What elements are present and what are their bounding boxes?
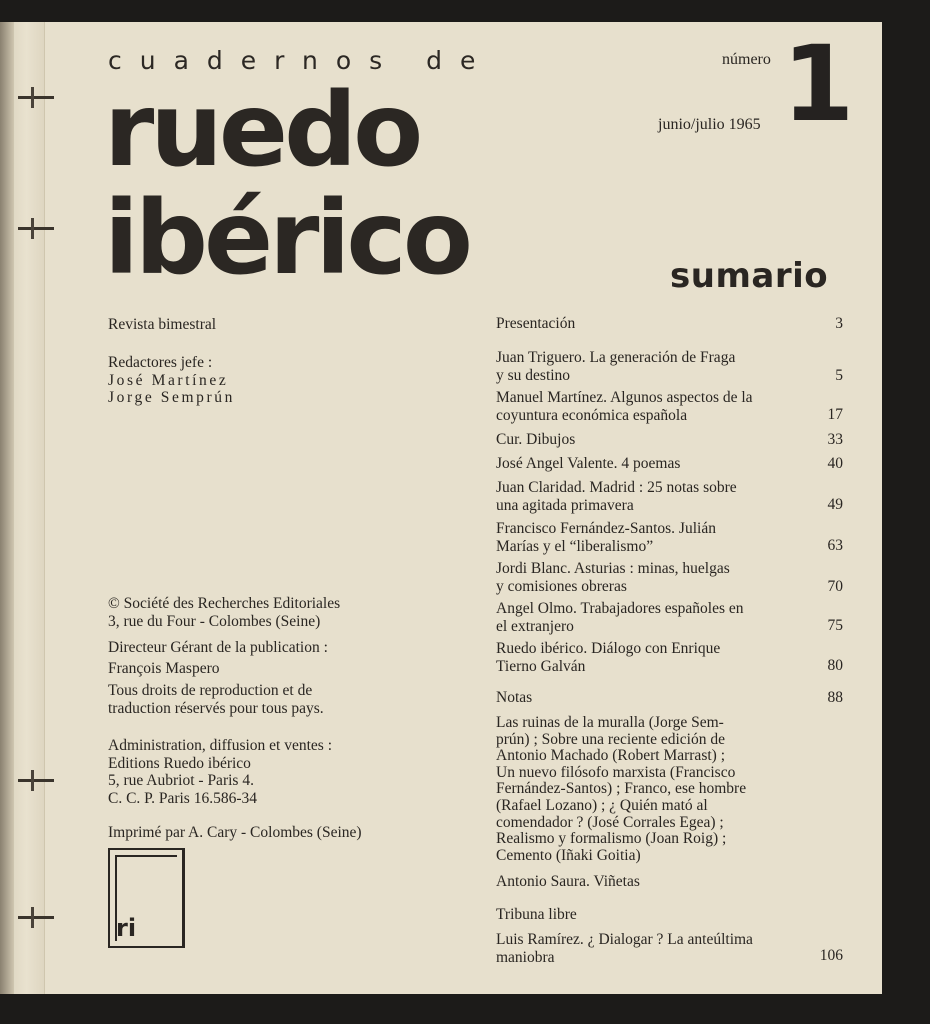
toc-entry: Juan Claridad. Madrid : 25 notas sobre una agitada primavera: [496, 479, 737, 514]
copyright-address: 3, rue du Four - Colombes (Seine): [108, 612, 321, 630]
toc-entry: Cur. Dibujos: [496, 431, 576, 448]
staple: [18, 779, 54, 782]
logo-text: ri: [116, 914, 137, 942]
toc-entry: Antonio Saura. Viñetas: [496, 873, 640, 890]
admin-line: 5, rue Aubriot - Paris 4.: [108, 772, 254, 789]
toc-entry: José Angel Valente. 4 poemas: [496, 455, 681, 472]
toc-page-number: 40: [827, 455, 843, 472]
toc-entry: Ruedo ibérico. Diálogo con Enrique Tierno Galván: [496, 640, 721, 675]
issue-date: junio/julio 1965: [658, 116, 761, 133]
admin-line: Editions Ruedo ibérico: [108, 754, 251, 772]
editors-block: [108, 354, 235, 407]
toc-entry: Manuel Martínez. Algunos aspectos de la coyuntura económica española: [496, 389, 753, 424]
toc-entry: Francisco Fernández-Santos. Julián Marías y el “liberalismo”: [496, 520, 716, 555]
toc-entry: Luis Ramírez. ¿ Dialogar ? La anteúltima maniobra: [496, 931, 753, 966]
toc-page-number: 70: [827, 578, 843, 595]
rights-line: Tous droits de reproduction et de: [108, 682, 313, 699]
staple: [18, 96, 54, 99]
rights-line: traduction réservés pour tous pays.: [108, 699, 324, 717]
toc-page-number: 63: [827, 537, 843, 554]
director-label: Directeur Gérant de la publication :: [108, 639, 328, 656]
issue-number: 1: [782, 23, 855, 145]
title-ruedo: ruedo: [104, 71, 420, 190]
spine-shadow: [0, 22, 14, 994]
publisher-logo: [108, 848, 185, 948]
toc-entry: Presentación: [496, 315, 576, 332]
series-name: cuadernos de: [108, 46, 494, 75]
toc-entry: Juan Triguero. La generación de Fraga y su destino: [496, 349, 736, 384]
toc-notes-entry: Las ruinas de la muralla (Jorge Sem- prún) ; Sobre una reciente edición de Antonio Machado (Robert Marrast) ; Un nuevo filósofo marxista (Francisco Fernández-Santos) ; Franco, ese hombre (Rafael Lozano) ; ¿ Quién mató al comendador ? (José Corrales Egea) ; Realismo y formalismo (Joan Roig) ; Cemento (Iñaki Goitia): [496, 714, 747, 864]
editor-name: Jorge Semprún: [108, 389, 235, 406]
toc-page-number: 49: [827, 496, 843, 513]
toc-page-number: 88: [827, 689, 843, 706]
director-name: François Maspero: [108, 659, 220, 677]
toc-entry: Jordi Blanc. Asturias : minas, huelgas y comisiones obreras: [496, 560, 730, 595]
toc-page-number: 3: [835, 315, 843, 332]
admin-line: C. C. P. Paris 16.586-34: [108, 789, 257, 807]
administration-block: [108, 737, 332, 807]
staple: [18, 227, 54, 230]
issue-number-label: número: [722, 51, 771, 68]
editor-name: José Martínez: [108, 371, 229, 389]
copyright-line: © Société des Recherches Editoriales: [108, 595, 341, 612]
editors-label: Redactores jefe :: [108, 354, 213, 371]
toc-entry: Tribuna libre: [496, 906, 577, 923]
director-block: [108, 639, 328, 677]
toc-page-number: 33: [827, 431, 843, 448]
printer-line: Imprimé par A. Cary - Colombes (Seine): [108, 824, 362, 841]
toc-page-number: 17: [827, 406, 843, 423]
periodicity: Revista bimestral: [108, 316, 217, 333]
toc-page-number: 80: [827, 657, 843, 674]
staple: [18, 916, 54, 919]
admin-line: Administration, diffusion et ventes :: [108, 737, 333, 754]
toc-entry: Notas: [496, 689, 533, 706]
rights-block: [108, 682, 324, 717]
toc-page-number: 5: [835, 367, 843, 384]
copyright-block: [108, 595, 340, 630]
toc-page-number: 75: [827, 617, 843, 634]
contents-heading: sumario: [670, 256, 829, 296]
title-iberico: ibérico: [104, 179, 469, 298]
toc-entry: Angel Olmo. Trabajadores españoles en el extranjero: [496, 600, 744, 635]
toc-page-number: 106: [819, 947, 843, 964]
